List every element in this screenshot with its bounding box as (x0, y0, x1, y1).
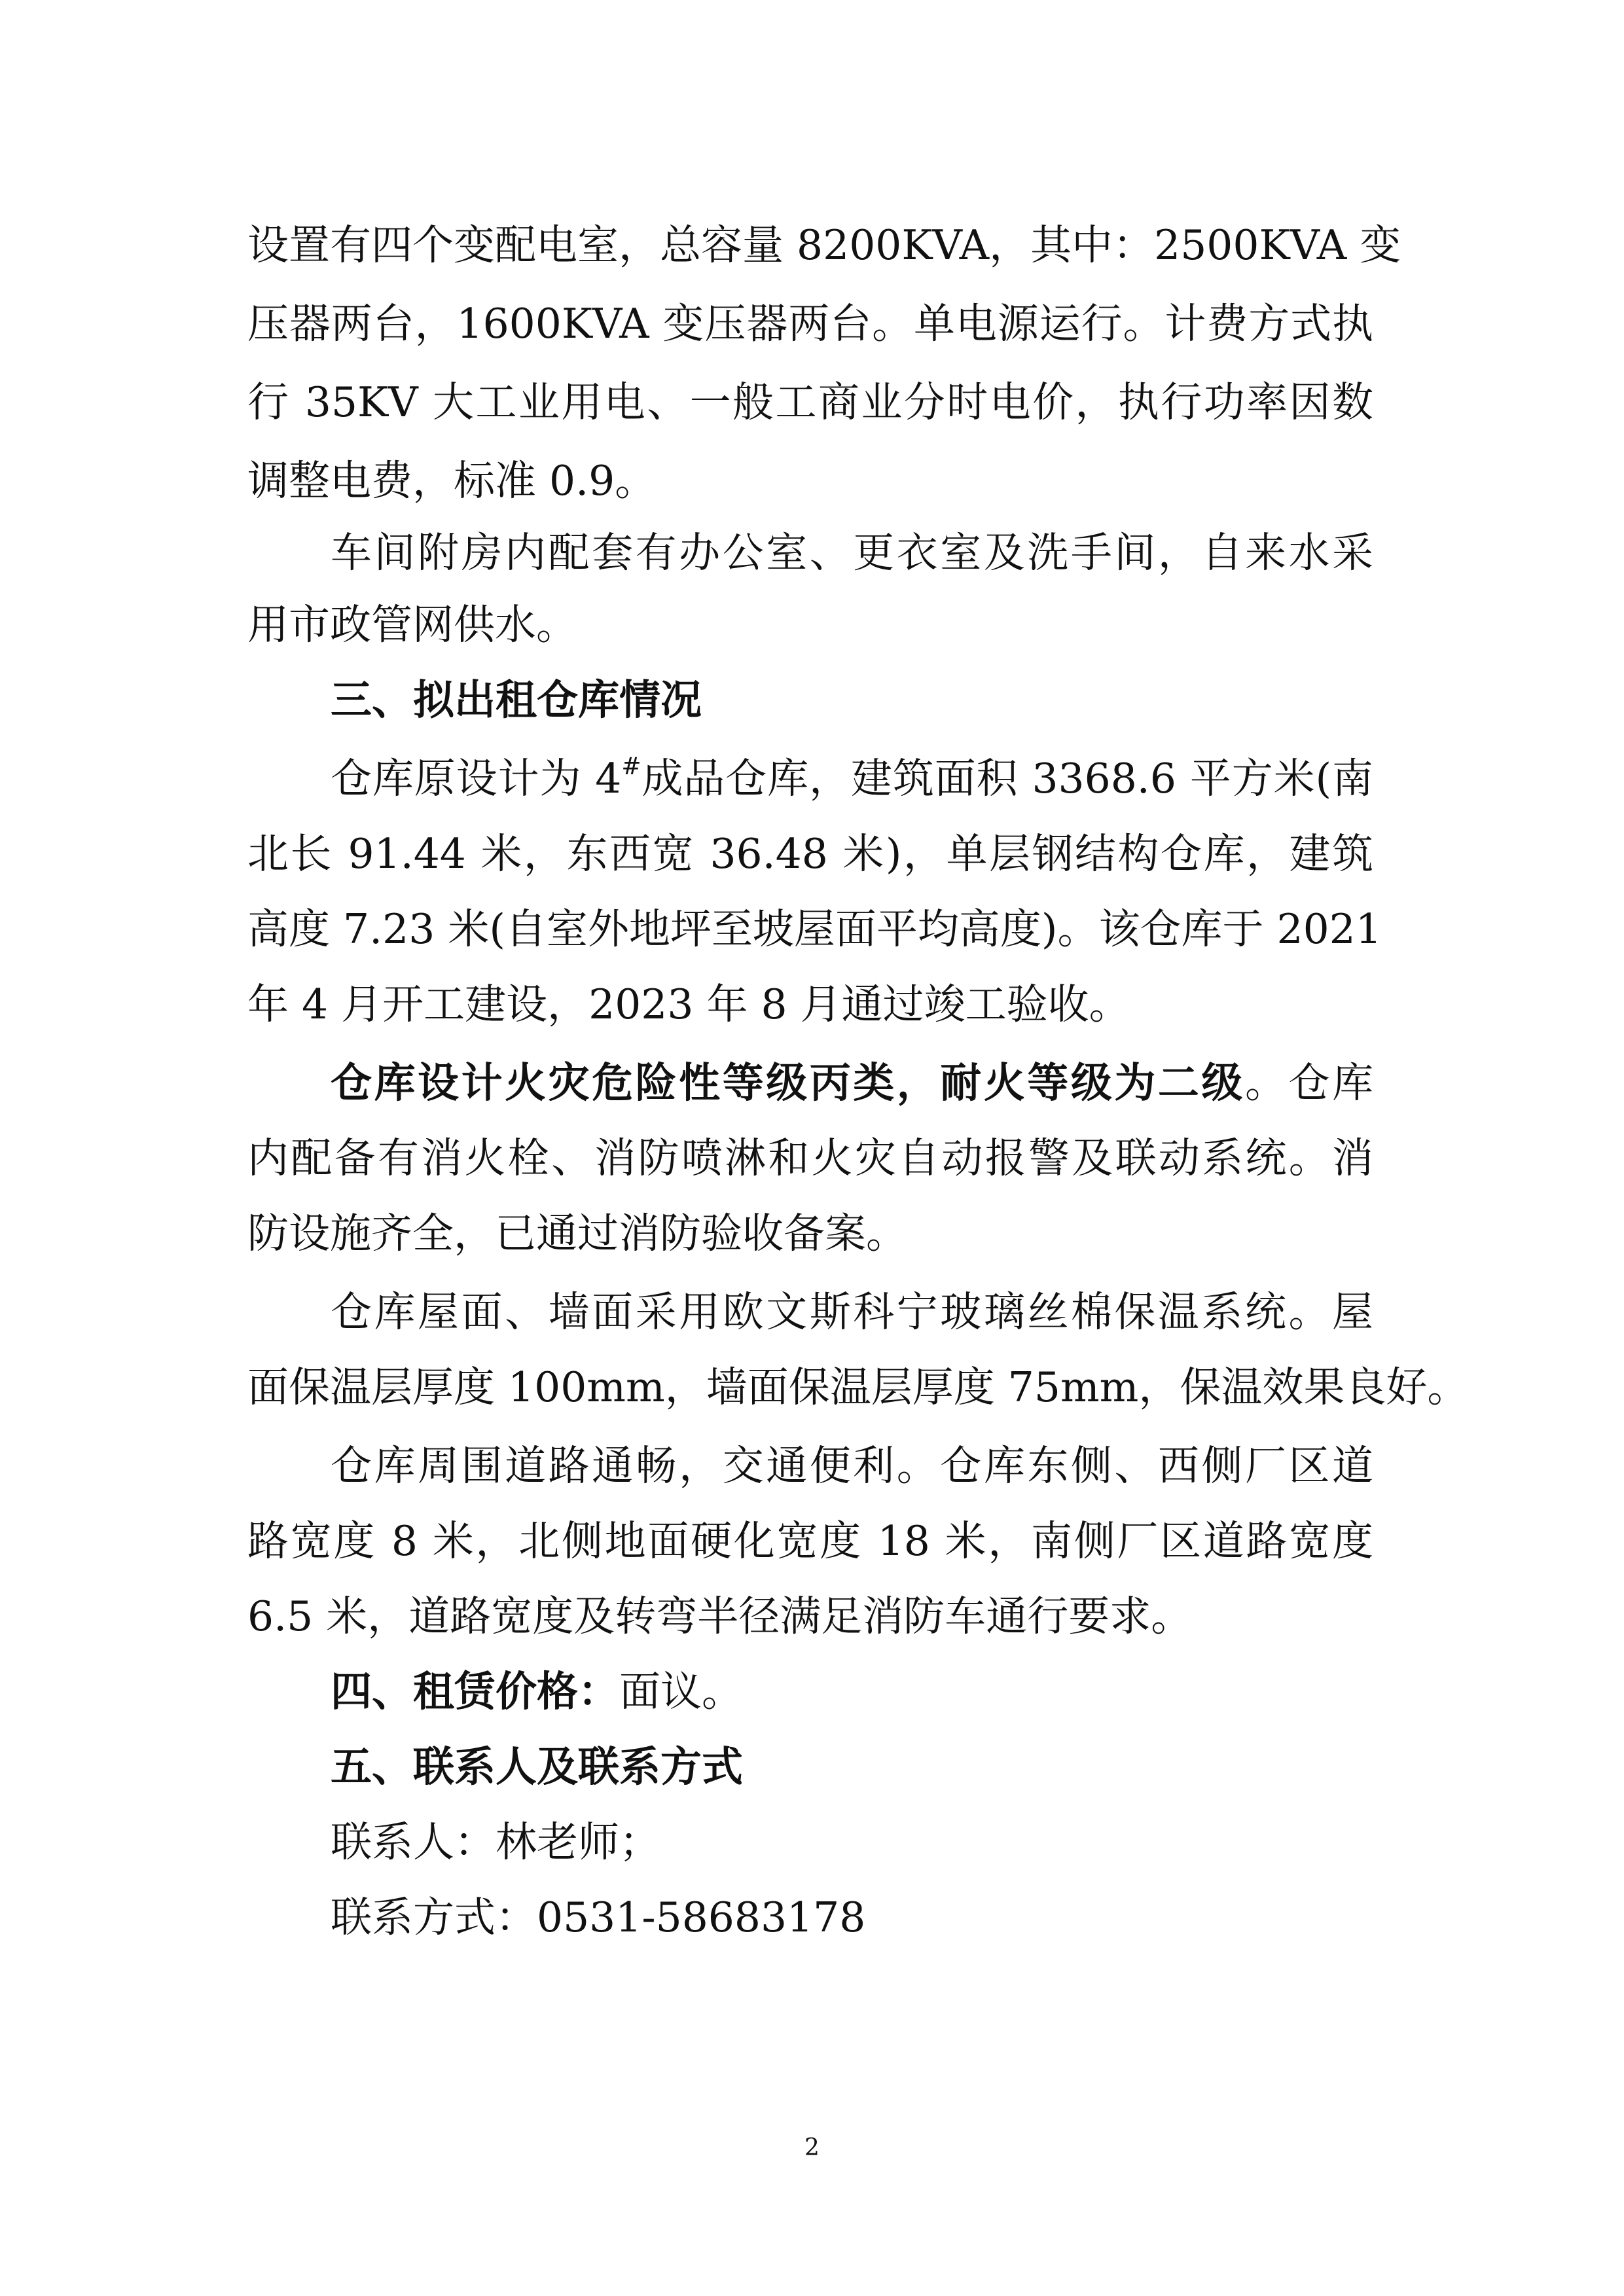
paragraph-power-line-1: 设置有四个变配电室，总容量 8200KVA，其中：2500KVA 变 (247, 221, 1401, 269)
page-number: 2 (804, 2134, 820, 2161)
paragraph-fire-line-3: 防设施齐全，已通过消防验收备案。 (247, 1210, 907, 1257)
superscript-hash: # (621, 753, 641, 780)
paragraph-roads-line-3: 6.5 米，道路宽度及转弯半径满足消防车通行要求。 (247, 1592, 1193, 1640)
paragraph-roads-line-2: 路宽度 8 米，北侧地面硬化宽度 18 米，南侧厂区道路宽度 (247, 1517, 1373, 1565)
paragraph-insulation-line-2: 面保温层厚度 100mm，墙面保温层厚度 75mm，保温效果良好。 (247, 1363, 1469, 1411)
section-heading-warehouse: 三、拟出租仓库情况 (331, 676, 702, 724)
contact-method: 联系方式：0531-58683178 (331, 1893, 866, 1941)
paragraph-warehouse-line-2: 北长 91.44 米，东西宽 36.48 米)，单层钢结构仓库，建筑 (247, 830, 1373, 878)
paragraph-power-line-4: 调整电费，标准 0.9。 (247, 457, 657, 505)
paragraph-annex-line-1: 车间附房内配套有办公室、更衣室及洗手间，自来水采 (331, 529, 1373, 577)
paragraph-fire-line-2: 内配备有消火栓、消防喷淋和火灾自动报警及联动系统。消 (247, 1134, 1373, 1182)
paragraph-annex-line-2: 用市政管网供水。 (247, 601, 577, 649)
section-heading-price: 四、租赁价格：面议。 (331, 1668, 743, 1715)
paragraph-warehouse-line-4: 年 4 月开工建设，2023 年 8 月通过竣工验收。 (247, 980, 1130, 1028)
contact-person: 联系人：林老师； (331, 1818, 660, 1866)
section-heading-contact: 五、联系人及联系方式 (331, 1743, 743, 1791)
paragraph-insulation-line-1: 仓库屋面、墙面采用欧文斯科宁玻璃丝棉保温系统。屋 (331, 1288, 1373, 1336)
paragraph-power-line-2: 压器两台，1600KVA 变压器两台。单电源运行。计费方式执 (247, 300, 1373, 348)
paragraph-warehouse-line-1: 仓库原设计为 4#成品仓库，建筑面积 3368.6 平方米(南 (331, 753, 1373, 802)
paragraph-power-line-3: 行 35KV 大工业用电、一般工商业分时电价，执行功率因数 (247, 378, 1373, 426)
paragraph-roads-line-1: 仓库周围道路通畅，交通便利。仓库东侧、西侧厂区道 (331, 1442, 1373, 1490)
paragraph-warehouse-line-3: 高度 7.23 米(自室外地坪至坡屋面平均高度)。该仓库于 2021 (247, 905, 1382, 953)
fire-rating-statement: 仓库设计火灾危险性等级丙类，耐火等级为二级 (331, 1059, 1245, 1107)
paragraph-fire-line-1: 仓库设计火灾危险性等级丙类，耐火等级为二级。仓库 (331, 1059, 1374, 1107)
